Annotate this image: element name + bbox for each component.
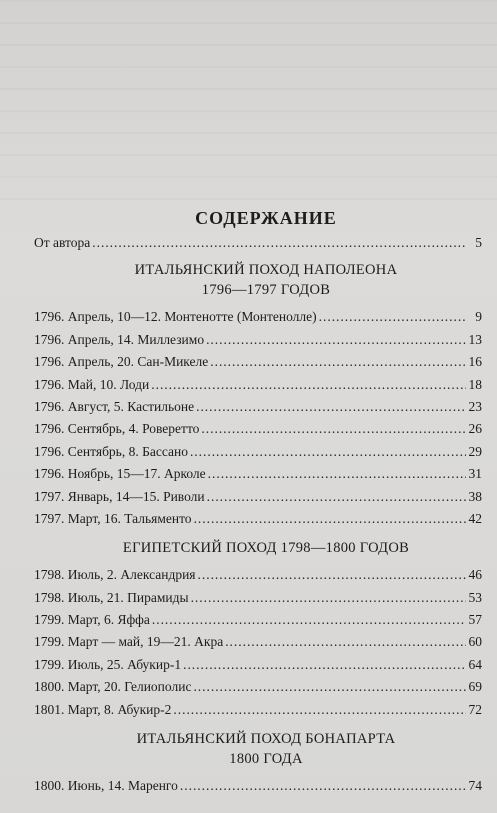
entry-page: 38	[468, 488, 482, 504]
toc-entry	[34, 508, 482, 530]
entry-title: 1796. Сентябрь, 8. Бассано	[34, 443, 188, 459]
toc-entry	[34, 654, 482, 676]
entry-title: 1796. Ноябрь, 15—17. Арколе	[34, 466, 206, 482]
leader-dots	[173, 699, 466, 721]
entry-page: 60	[468, 634, 482, 650]
leader-dots	[194, 508, 466, 530]
leader-dots	[201, 418, 466, 440]
leader-dots	[191, 587, 466, 609]
entry-page: 64	[468, 656, 482, 672]
entry-title: 1796. Апрель, 10—12. Монтенотте (Монтенолле)	[34, 309, 317, 325]
entry-title: От автора	[34, 235, 91, 250]
leader-dots	[92, 232, 466, 254]
entry-title: 1799. Март, 6. Яффа	[34, 612, 150, 628]
toc-entry	[34, 609, 482, 631]
entry-page: 57	[468, 612, 482, 628]
entry-page: 13	[468, 331, 482, 347]
leader-dots	[193, 676, 466, 698]
entry-page: 72	[468, 701, 482, 717]
leader-dots	[207, 486, 466, 508]
toc-entry	[34, 775, 482, 797]
entry-page: 23	[468, 398, 482, 414]
toc-entry	[34, 486, 482, 508]
entry-title: 1800. Июнь, 14. Маренго	[34, 778, 178, 794]
entry-title: 1796. Апрель, 14. Миллезимо	[34, 331, 205, 347]
entry-page: 69	[468, 679, 482, 695]
entry-page: 9	[475, 309, 482, 325]
toc-entry	[34, 441, 482, 463]
entry-title: 1798. Июль, 21. Пирамиды	[34, 589, 189, 605]
entry-title: 1800. Март, 20. Гелиополис	[34, 679, 192, 695]
toc-entry	[34, 396, 482, 418]
entry-title: 1796. Август, 5. Кастильоне	[34, 398, 195, 414]
leader-dots	[151, 374, 466, 396]
section-heading: ИТАЛЬЯНСКИЙ ПОХОД НАПОЛЕОНА 1796—1797 ГОДОВ	[134, 262, 398, 299]
toc-entry	[34, 564, 482, 586]
leader-dots	[208, 463, 466, 485]
leader-dots	[190, 441, 466, 463]
entry-page: 16	[468, 354, 482, 370]
toc-entry	[34, 631, 482, 653]
entry-page: 31	[468, 466, 482, 482]
leader-dots	[183, 654, 466, 676]
leader-dots	[210, 351, 466, 373]
entry-page: 26	[468, 421, 482, 437]
leader-dots	[225, 631, 466, 653]
leader-dots	[196, 396, 466, 418]
entry-title: 1796. Май, 10. Лоди	[34, 376, 150, 392]
entry-title: 1797. Январь, 14—15. Риволи	[34, 488, 205, 504]
toc-entry	[34, 351, 482, 373]
toc-entry	[34, 587, 482, 609]
toc-title: СОДЕРЖАНИЕ	[195, 208, 337, 228]
entry-page: 46	[468, 567, 482, 583]
entry-title: 1798. Июль, 2. Александрия	[34, 567, 196, 583]
toc-entry	[34, 699, 482, 721]
leader-dots	[319, 306, 466, 328]
table-of-contents	[34, 204, 482, 797]
entry-title: 1799. Июль, 25. Абукир-1	[34, 656, 182, 672]
entry-title: 1797. Март, 16. Тальяменто	[34, 510, 192, 526]
entry-title: 1799. Март — май, 19—21. Акра	[34, 634, 224, 650]
section-heading: ИТАЛЬЯНСКИЙ ПОХОД БОНАПАРТА 1800 ГОДА	[136, 731, 396, 768]
entry-page: 18	[468, 376, 482, 392]
leader-dots	[152, 609, 466, 631]
entry-page: 74	[468, 778, 482, 794]
leader-dots	[198, 564, 466, 586]
toc-entry-intro	[34, 232, 482, 254]
toc-entry	[34, 306, 482, 328]
entry-title: 1796. Апрель, 20. Сан-Микеле	[34, 354, 209, 370]
entry-page: 29	[468, 443, 482, 459]
toc-entry	[34, 374, 482, 396]
entry-page: 42	[468, 510, 482, 526]
entry-page: 53	[468, 589, 482, 605]
leader-dots	[206, 329, 466, 351]
toc-entry	[34, 463, 482, 485]
show-through-text	[0, 0, 497, 200]
toc-entry	[34, 418, 482, 440]
leader-dots	[180, 775, 466, 797]
entry-title: 1796. Сентябрь, 4. Роверетто	[34, 421, 200, 437]
toc-entry	[34, 676, 482, 698]
section-heading: ЕГИПЕТСКИЙ ПОХОД 1798—1800 ГОДОВ	[122, 540, 410, 557]
entry-title: 1801. Март, 8. Абукир-2	[34, 701, 172, 717]
entry-page: 5	[475, 235, 482, 250]
toc-entry	[34, 329, 482, 351]
